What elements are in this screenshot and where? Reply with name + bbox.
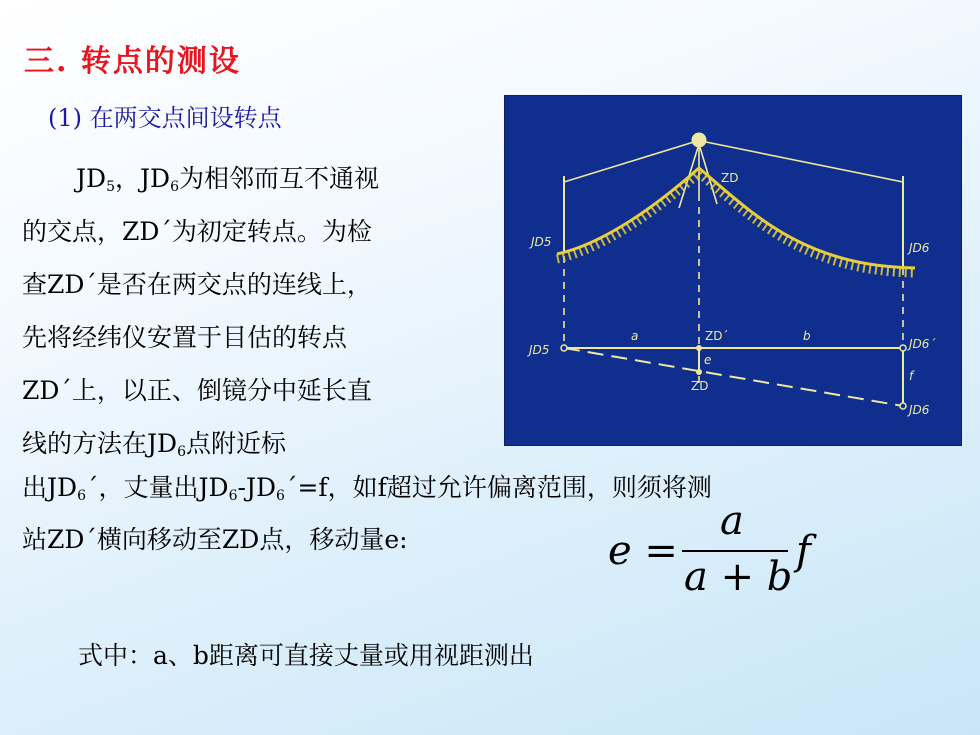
label-zd-prime: ZD´ [705,329,729,343]
label-jd6-prime: JD6´ [909,337,936,351]
section-title: 三. 转点的测设 [24,44,241,79]
subsection-title: (1) 在两交点间设转点 [48,104,282,132]
label-jd5-bottom: JD5 [529,343,550,357]
jd6-prime-point-icon [900,345,906,351]
label-zd-bottom: ZD [691,379,709,393]
plan-line-jd5-jd6 [564,348,903,406]
formula-factor: f [796,528,811,574]
zd-point-icon [696,369,702,375]
sight-line-left [564,141,697,182]
zd-prime-point-icon [696,345,702,351]
para-line-4: 先将经纬仪安置于目估的转点 [22,323,348,352]
description-paragraph [22,152,487,470]
fraction-bar [682,550,788,552]
para-line-2: 的交点，ZD´为初定转点。为检 [22,217,372,246]
label-jd6-top: JD6 [909,241,930,255]
para2-line-2: 站ZD´横向移动至ZD点，移动量e: [22,525,408,554]
offset-formula [600,498,840,606]
label-zd-top: ZD [721,171,739,185]
formula-denominator: a + b [684,554,793,600]
label-e: e [704,353,712,367]
label-jd5-top: JD5 [531,235,552,249]
para-line-3: 查ZD´是否在两交点的连线上， [22,270,372,299]
para-line-5: ZD´上，以正、倒镜分中延长直 [22,376,372,405]
label-a: a [631,329,639,343]
para-line-6: 线的方法在$JD_6$点附近标 [22,429,287,460]
diagram-svg [505,96,961,445]
turning-point-diagram [505,96,961,445]
theodolite-icon [692,133,706,147]
label-b: b [803,329,811,343]
formula-lhs: e = [608,528,678,574]
jd6-point-icon [900,403,906,409]
label-jd6-bottom: JD6 [909,403,930,417]
label-f: f [909,369,914,383]
formula-note: 式中：a、b距离可直接丈量或用视距测出 [78,641,534,670]
para2-line-1: 出$JD_6´$，丈量出$JD_6-JD_6´=f$，如f超过允许偏离范围，则须将测 [22,473,712,504]
para-line-1: $JD_5$，$JD_6$为相邻而互不通视 [76,164,380,195]
jd5-point-icon [561,345,567,351]
ground-hatching [557,173,915,273]
formula-numerator: a [720,498,744,544]
